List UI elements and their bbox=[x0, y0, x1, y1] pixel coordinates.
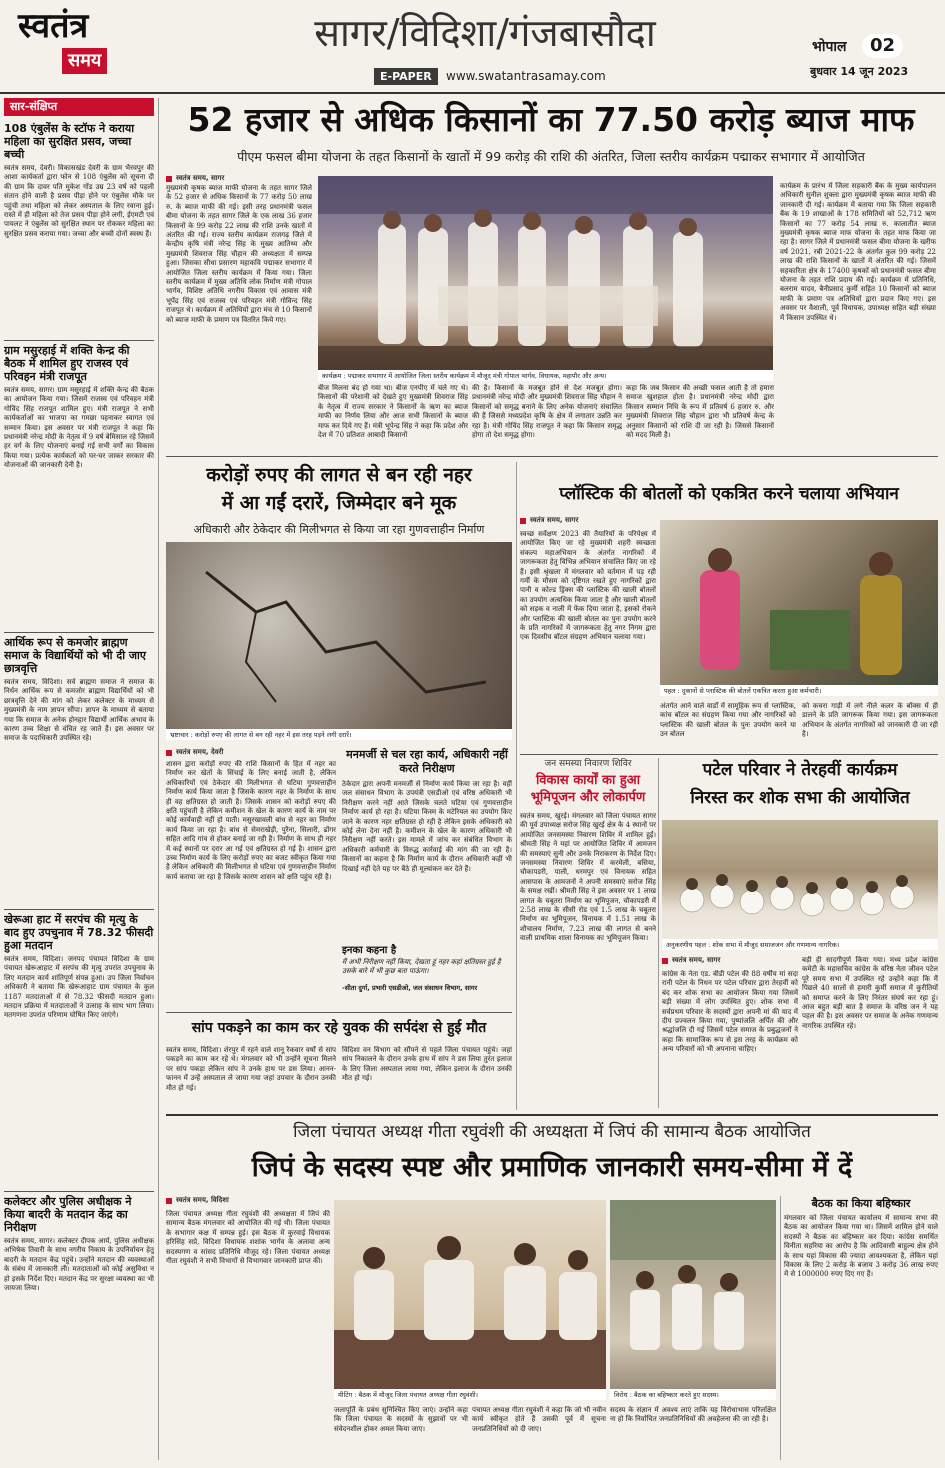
canal-quote-name: -सीता दुर्गा, प्रभारी एसडीओ, जल संसाधन विभाग, सागर bbox=[342, 984, 478, 992]
zp-photo-boycott-caption: विरोध : बैठक का बहिष्कार करते हुए सदस्य। bbox=[610, 1389, 776, 1400]
plastic-photo bbox=[660, 520, 938, 696]
logo-line2: समय bbox=[62, 48, 107, 74]
sidebar-headline: 108 एंबुलेंस के स्टॉफ ने कराया महिला का सुरक्षित प्रसव, जच्चा बच्ची bbox=[4, 122, 135, 161]
canal-subhead: अधिकारी और ठेकेदार की मिलीभगत से किया जा रहा गुणवत्ताहीन निर्माण bbox=[193, 523, 485, 536]
lead-col4: कहा कि जब किसान की अच्छी फसल आती है तो हमारा समाज खुशहाल होता है। प्रधानमंत्री नरेन्द्र मोदी द्वारा किसान सम्मान निधि के रूप में प्रतिवर्ष 6 हजार रु. और मुख्यमंत्री शिवराज सिंह चौहान द्वारा भी प्रतिवर्ष केन्द्र के अनुसार किसानों को राशि दी जा रही है। जिससे किसानों को मदद मिली है। bbox=[626, 384, 774, 440]
canal-col1: शासन द्वारा करोड़ों रुपए की राशि किसानों के हित में नहर का निर्माण कर खेतों के सिंचाई के लिए बनाई जाती है, लेकिन अधिकारियों एवं ठेकेदार की मिलीभगत से घटिया गुणवत्ताहीन निर्माण कार्य किया जाता है जिसके कारण नहर के निर्माण के साथ ही वह क्षतिग्रस्त हो जाती है। जिसके शासन को करोड़ों रुपए की क्षति पहुंचती है लेकिन कमीशन के खेल के कारण कार्य के नाम पर कोई कार्यवाही नहीं हो पाती। मसुरखावली बांध से नहर का निर्माण कार्य किया जा रहा है। बांध से सेमराखेड़ी, पुरैना, सिलारी, ढोंगर सहित आदि गांव से होकर बनाई जा रही है। निर्माण के साथ ही नहर में कई स्थानों पर दरार आ गई एवं क्षतिग्रस्त हो गई है। शासन द्वारा उच्च निर्माण कार्य के लिए करोड़ों रुपए का बजट स्वीकृत किया गया है लेकिन अधिकारी की मिलीभगत से घटिया एवं गुणवत्ताहीन निर्माण कार्य कराया जा रहा है जिसके कारण शासन को क्षति पहुंच रही है। bbox=[166, 760, 336, 881]
patel-col1: कांग्रेस के नेता एड. बीडी पटेल की 88 वर्षीय मां सदा रानी पटेल के निधन पर पटेल परिवार द्वारा तेरहवीं को बंद कर शोक सभा का आयोजन किया गया जिसमें बड़ी संख्या में लोग उपस्थित हुए। शोक सभा में सर्वप्रथम परिवार के सदस्यों द्वारा अपनी मां की याद में दीप प्रज्वलन किया गया, पुष्पांजलि अर्पित की और श्रद्धांजलि दी गई जिसमें पटेल समाज के प्रबुद्धजनों ने कहा कि सामाजिक रूप से इस तरह के कार्यक्रम को अन्य परिवारों को भी अपनाना चाहिए। bbox=[662, 970, 798, 1054]
section-divider bbox=[520, 754, 938, 755]
canal-quote-body: मैं अभी निरीक्षण नहीं किया, देखता हूं नहर कहां क्षतिग्रस्त हुई है उसके बारे में भी कुछ बता पाऊंगा। bbox=[342, 958, 501, 976]
patel-photo bbox=[662, 820, 938, 950]
snake-col1: स्वतंत्र समय, विदिशा। शेरपुर में रहने वाले शानू रैकवार वर्षों से सांप पकड़ने का काम कर रहे थे। मंगलवार को भी उन्होंने सूचना मिलने पर सांप पकड़ा लेकिन सांप ने उनके हाथ पर डस लिया। आनन-फानन में उन्हें अस्पताल ले जाया गया जहां उपचार के दौरान उनकी मौत हो गई। bbox=[166, 1046, 336, 1092]
lead-col3: की है। किसानों के मजबूत होने से देश मजबूत होगा। प्रधानमंत्री नरेन्द्र मोदी और मुख्यमंत्री शिवराज सिंह चौहान ने किसानों को समृद्ध बनाने के लिए अनेक योजनाएं संचालित की हैं जिससे मध्यप्रदेश कृषि के क्षेत्र में लगातार उन्नति कर रहा है। मंत्री गोविंद सिंह राजपूत ने कहा कि किसान समृद्ध होगा तो देश समृद्ध होगा। bbox=[472, 384, 622, 440]
sidebar-body: स्वतंत्र समय, सागर। कलेक्टर दीपक आर्य, पुलिस अधीक्षक अभिषेक तिवारी के साथ नगरीय निकाय के उपनिर्वाचन हेतु बादरी के मतदान केंद्र पहुंचे। उन्होंने मतदान की व्यवस्थाओं के संबंध में जानकारी ली। मतदाताओं को कोई असुविधा न हो इसके निर्देश दिए। मतदान केंद्र पर सुरक्षा व्यवस्था का भी जायजा लिया। bbox=[4, 1237, 154, 1293]
sidebar-divider bbox=[4, 1191, 154, 1192]
zp-side-body: मंगलवार को जिला पंचायत कार्यालय में सामान्य सभा की बैठक का आयोजन किया गया था। जिसमें शामिल होने वाले सदस्यों ने बैठक का बहिष्कार कर दिया। कांग्रेस समर्थित विनीता सहरिया का आरोप है कि आदिवासी बाहुल्य क्षेत्र होने के साथ यहां विकास की ज्यादा आवश्यकता है, लेकिन यहां विकास के लिए 2 करोड़ के बजाय 3 करोड़ 36 लाख रुपए में से 1000000 रुपए दिए गए हैं। bbox=[784, 1214, 938, 1279]
plastic-photo-figures bbox=[660, 520, 938, 696]
plastic-headline: प्लॉस्टिक की बोतलों को एकत्रित करने चलाया अभियान bbox=[559, 484, 899, 504]
city-label: भोपाल bbox=[812, 39, 847, 55]
vikas-headline: विकास कार्यों का हुआ भूमिपूजन और लोकार्पण bbox=[530, 773, 646, 805]
sidebar-story bbox=[4, 1195, 154, 1437]
sidebar-divider bbox=[4, 909, 154, 910]
zp-col3: पंचायत अध्यक्ष गीता रघुवंशी ने कहा कि जो भी नवीन कार्य स्वीकृत होते हैं उसकी पूर्व में सूचना जनप्रतिनिधियों को दी जाए। bbox=[472, 1406, 606, 1433]
sidebar-body: स्वतंत्र समय, सागर। ग्राम मसुरहाई में शक्ति केन्द्र की बैठक का आयोजन किया गया। जिसमें राजस्व एवं परिवहन मंत्री गोविंद सिंह राजपूत शामिल हुए। मंत्री राजपूत ने सभी कार्यकर्ताओं का भाजपा का गमछा पहनाकर स्वागत एवं सम्मान किया। इस अवसर पर मंत्री राजपूत ने कहा कि प्रधानमंत्री नरेन्द्र मोदी के नेतृत्व में 9 वर्ष बेमिसाल रहे जिसमें हर वर्ग के लिए योजनाएं बनाई गई सभी वर्गों का विकास किया गया। प्रत्येक कार्यकर्ता को घर-घर जाकर सरकार की योजनाओं की जानकारी देनी है। bbox=[4, 386, 154, 470]
epaper-label: E-PAPER bbox=[374, 68, 438, 85]
canal-quote-head: इनका कहना है bbox=[342, 945, 397, 956]
logo-line1: स्वतंत्र bbox=[18, 6, 89, 46]
zp-boycott-figures bbox=[610, 1200, 776, 1400]
sidebar-column-rule bbox=[158, 98, 159, 1460]
zp-side-head: बैठक का किया बहिष्कार bbox=[811, 1197, 911, 1210]
zp-photo-boycott bbox=[610, 1200, 776, 1400]
zp-col1: जिला पंचायत अध्यक्ष गीता रघुवंशी की अध्यक्षता में जिपं की सामान्य बैठक मंगलवार को आयोजित की गई थी। जिला पंचायत के सभागार कक्ष में सम्पन्न हुई। इस बैठक में कुरवाई विधायक हरिसिंह सप्रे, विदिशा विधायक शशांक भार्गव के अलावा अन्य सदस्यगण व सांसद प्रतिनिधि मौजूद रहे। जिला पंचायत अध्यक्ष गीता रघुवंशी ने सभी विभागों से विभागवार जानकारी प्राप्त की। bbox=[166, 1210, 330, 1266]
canal-headline-line2: में आ गईं दरारें, जिम्मेदार बने मूक bbox=[221, 492, 457, 514]
patel-byline: स्वतंत्र समय, सागर bbox=[662, 956, 720, 965]
column-rule bbox=[780, 1196, 781, 1460]
sidebar-story bbox=[4, 344, 154, 626]
zp-col4: सदस्य के संज्ञान में अवश्य लाएं ताकि यह विरोधाभास परिलक्षित ना हो कि निर्वाचित जनप्रतिनिधियों की अवहेलना की जा रही है। bbox=[610, 1406, 776, 1424]
edition-title: सागर/विदिशा/गंजबासौदा bbox=[314, 11, 656, 55]
zp-kicker: जिला पंचायत अध्यक्ष गीता रघुवंशी की अध्यक्षता में जिपं की सामान्य बैठक आयोजित bbox=[293, 1122, 811, 1142]
sidebar-body: स्वतंत्र समय, विदिशा। सर्व ब्राह्मण समाज ने समाज के निर्धन आर्थिक रूप से कमजोर ब्राह्मण विद्यार्थियों को भी छात्रवृत्ति देने की मांग को लेकर कलेक्टर के माध्यम से मुख्यमंत्री के नाम ज्ञापन सौंपा। ज्ञापन के माध्यम से बताया गया कि समाज के अनेक होनहार विद्यार्थी आर्थिक अभाव के कारण उच्च शिक्षा से वंचित रह जाते हैं। इस अवसर पर समाज के पदाधिकारी उपस्थित रहे। bbox=[4, 678, 154, 743]
lead-byline: स्वतंत्र समय, सागर bbox=[166, 174, 224, 183]
canal-photo-crack bbox=[166, 542, 512, 740]
sidebar-headline: कलेक्टर और पुलिस अधीक्षक ने किया बादरी के मतदान केंद्र का निरीक्षण bbox=[4, 1195, 132, 1234]
sidebar-story bbox=[4, 913, 154, 1185]
patel-col2: बड़ी ही सादगीपूर्ण किया गया। मध्य प्रदेश कांग्रेस कमेटी के महासचिव कांग्रेस के वरिष्ठ नेता जीवन पटेल पूरे समय सभा में उपस्थित रहे उन्होंने कहा कि मैं पिछले 40 सालों से हमारी कुर्मी समाज में कुरीतियों को समाप्त करने के लिए निरंतर संघर्ष कर रहा हूं। आज बहुत बड़ी बात है समाज के वरिष्ठ जन ने यह पहल की है। इस अवसर पर समाज के अनेक गणमान्य नागरिक उपस्थित रहे। bbox=[802, 956, 938, 1030]
lead-subhead: पीएम फसल बीमा योजना के तहत किसानों के खातों में 99 करोड़ की राशि की अंतरित, जिला स्तरीय कार्यक्रम पद्माकर सभागार में आयोजित bbox=[237, 149, 865, 164]
sidebar-header: सार-संक्षिप्त bbox=[4, 98, 154, 116]
zp-headline: जिपं के सदस्य स्पष्ट और प्रमाणिक जानकारी समय-सीमा में दें bbox=[251, 1152, 853, 1183]
sidebar-body: स्वतंत्र समय, विदिशा। जनपद पंचायत विदिशा के ग्राम पंचायत खेरूआहाट में सरपंच की मृत्यु उपरांत उपचुनाव के लिए मतदान कार्य शांतिपूर्ण संपन्न हुआ। उप जिला निर्वाचन अधिकारी ने बताया कि खेरूआहाट ग्राम पंचायत के कुल 1187 मतदाताओं में से 78.32 फीसदी मतदान हुआ। मतदान प्रक्रिया में मतदाताओं ने उत्साह के साथ भाग लिया। मतगणना उपरांत परिणाम घोषित किए जाएंगे। bbox=[4, 955, 154, 1020]
column-rule bbox=[658, 758, 659, 1108]
canal-photo-caption: भ्रष्टाचार : करोड़ों रुपए की लागत से बन रही नहर में इस तरह पड़ने लगी दरारें। bbox=[166, 729, 512, 740]
plastic-col1: स्वच्छ सर्वेक्षण 2023 की तैयारियों के परिपेक्ष्य में आयोजित किए जा रहे मुख्यमंत्री शहरी स्वच्छता संकल्प महाअभियान के अंतर्गत नागरिकों में जागरूकता हेतु विभिन्न अभियान संचालित किए जा रहे हैं। इसी श्रृंखला में मंगलवार को वर्तमान में पड़ रही गर्मी के मौसम को दृष्टिगत रखते हुए नागरिकों द्वारा पानी व कोल्ड ड्रिंक्स की प्लास्टिक की खाली बोतलों का उपयोग अत्यधिक किया जाता है और खाली बोतलों को सड़क व नाली में फेंक दिया जाता है, इसको रोकने और प्लास्टिक की खाली बोतल का पुनः उपयोग करने के प्रति नागरिकों में जागरूकता हेतु नगर निगम द्वारा एक दिवसीय बॉटल संग्रहण अभियान चलाया गया। bbox=[520, 530, 656, 642]
lead-photo bbox=[318, 176, 773, 381]
canal-col2: ठेकेदार द्वारा अपनी मनमर्जी से निर्माण कार्य किया जा रहा है। वहीं जल संसाधन विभाग के उपयंत्री एसडीओ एवं वरिष्ठ अधिकारी भी निरीक्षण करने नहीं आते जिसके चलते घटिया एवं गुणवत्ताहीन निर्माण कार्य हो रहा है। घटिया किस्म के मटेरियल का उपयोग किए जाने के कारण नहर क्षतिग्रस्त हो रही है लेकिन इसके अधिकारी को कोई लेना देना नहीं है। कमीशन के खेल के कारण अधिकारी भी निरीक्षण नहीं करते। इस मामले में जांच कर संबंधित विभाग के अधिकारी कर्मचारी के विरुद्ध कार्रवाई की मांग की जा रही है। किसानों का कहना है कि निर्माण कार्य के दौरान अधिकारी कहीं भी दिखाई नहीं देते यह पर बैठे ही मूल्यांकन कर देते हैं। bbox=[342, 780, 512, 873]
zp-byline: स्वतंत्र समय, विदिशा bbox=[166, 1196, 229, 1205]
section-divider bbox=[166, 1012, 512, 1013]
website-link[interactable]: www.swatantrasamay.com bbox=[446, 69, 606, 83]
masthead bbox=[0, 0, 945, 92]
lead-headline: 52 हजार से अधिक किसानों का 77.50 करोड़ ब्याज माफ bbox=[187, 100, 915, 139]
masthead-divider bbox=[0, 92, 945, 94]
section-divider bbox=[166, 1114, 938, 1116]
patel-headline-line1: पटेल परिवार ने तेरहवीं कार्यक्रम bbox=[702, 760, 898, 780]
snake-headline: सांप पकड़ने का काम कर रहे युवक की सर्पदंश से हुई मौत bbox=[191, 1020, 487, 1036]
patel-headline-line2: निरस्त कर शोक सभा की आयोजित bbox=[690, 788, 910, 808]
patel-photo-caption: अनुकरणीय पहल : शोक सभा में मौजूद समाजजन और गणमान्य नागरिक। bbox=[662, 939, 938, 950]
canal-headline-line1: करोड़ों रुपए की लागत से बन रही नहर bbox=[206, 464, 472, 486]
snake-col2: विदिशा वन विभाग को सौंपने से पहले जिला पंचायत पहुंचे। जहां सांप निकालने के दौरान उनके हाथ में सांप ने डस लिया तुरंत इलाज के लिए जिला अस्पताल लाया गया, लेकिन इलाज के दौरान उनकी मौत हो गई। bbox=[342, 1046, 512, 1083]
canal-byline: स्वतंत्र समय, देवरी bbox=[166, 748, 223, 757]
column-rule bbox=[516, 462, 517, 1110]
lead-col1: मुख्यमंत्री कृषक ब्याज माफी योजना के तहत सागर जिले के 52 हजार से अधिक किसानों के 77 करोड़ 50 लाख रु. के ब्याज माफी की गई। इसी तरह प्रधानमंत्री फसल बीमा योजना के तहत सागर जिले के एक लाख 36 हजार किसानों के 99 करोड़ 22 लाख की राशि उनके खातों में अंतरित की गई। राज्य स्तरीय कार्यक्रम राजगढ़ जिले में केन्द्रीय कृषि मंत्री नरेन्द्र सिंह के मुख्य आतिथ्य और मुख्यमंत्री शिवराज सिंह चौहान की अध्यक्षता में सम्पन्न हुआ। जिसका सीधा प्रसारण महाकवि पद्माकर सभागार में आयोजित जिला स्तरीय कार्यक्रम में किया गया। जिला स्तरीय कार्यक्रम में मुख्य अतिथि लोक निर्माण मंत्री गोपाल भार्गव, विशिष्ट अतिथि नगरीय विकास एवं आवास मंत्री भूपेंद्र सिंह एवं राजस्व एवं परिवहन मंत्री गोविन्द सिंह राजपूत थे। कार्यक्रम में अतिथियों द्वारा मंच से 10 किसानों को ब्याज माफी के प्रमाण पत्र वितरित किये गए। bbox=[166, 184, 312, 324]
sidebar-story bbox=[4, 636, 154, 903]
plastic-col2: अंतर्गत आने वाले वार्डों में सामूहिक रूप से प्लास्टिक, कांच बॉटल का संग्रहण किया गया और नागरिकों को प्लास्टिक की खाली बोतल के पुनः उपयोग करने या उन बोतल bbox=[660, 702, 796, 739]
vikas-kicker: जन समस्या निवारण शिविर bbox=[544, 759, 632, 769]
vikas-body: स्वतंत्र समय, खुरई। मंगलवार को जिला पंचायत सागर की पूर्व उपाध्यक्ष सरोज सिंह खुरई क्षेत्र के 4 स्थानों पर आयोजित जनसमस्या निवारण शिविर में शामिल हुईं। श्रीमती सिंह ने यहां पर आयोजित शिविर में आमजन की समस्याएं सुनी और उनके निराकरण के निर्देश दिए। जनसमस्या निवारण शिविर में करमेली, बसिया, चौकापडरी, पाली, धरमपुर एवं विनायक सहित आसपास के आमजनों ने अपनी समस्याएं सरोज सिंह के समक्ष रखीं। श्रीमती सिंह ने इस अवसर पर 1 लाख लागत के चबूतरा निर्माण का भूमिपूजन, चौकापडरी में 2.58 लाख के सीसी रोड एवं 1.5 लाख के चबूतरा निर्माण का भूमिपूजन, विनायक में 1.51 लाख के शौचालय निर्माण, 7.23 लाख की लागत से बनने वाली प्राथमिक शाला विनायक का भूमिपूजन किया। bbox=[520, 812, 656, 943]
zp-meeting-figures bbox=[334, 1200, 606, 1400]
zp-col2: जलापूर्ति के प्रबंध सुनिश्चित किए जाएं। उन्होंने कहा कि जिला पंचायत के सदस्यों के सुझावों पर भी संवेदनशील होकर अमल किया जाए। bbox=[334, 1406, 468, 1433]
plastic-photo-caption: पहल : दुकानों से प्लास्टिक की बोतलें एकत्रित करता हुआ कर्मचारी। bbox=[660, 685, 938, 696]
sidebar-story bbox=[4, 122, 154, 334]
plastic-byline: स्वतंत्र समय, सागर bbox=[520, 516, 578, 525]
sidebar-divider bbox=[4, 632, 154, 633]
sidebar-headline: खेरूआ हाट में सरपंच की मृत्यु के बाद हुए उपचुनाव में 78.32 फीसदी हुआ मतदान bbox=[4, 913, 154, 952]
lead-photo-figures bbox=[318, 176, 773, 381]
section-divider bbox=[166, 456, 938, 457]
lead-col2: बीज मिलना बंद हो गया था। बीज एनपीए में चले गए थे। किसानों की परेशानी को देखते हुए मुख्यमंत्री शिवराज सिंह के नेतृत्व में राज्य सरकार ने किसानों के ऋण का ब्याज माफी का निर्णय लिया और आज सभी किसानों के ब्याज माफ कर दिये गए हैं। मंत्री भूपेन्द्र सिंह ने कहा कि प्रदेश और देश में 70 प्रतिशत आबादी किसानों bbox=[318, 384, 468, 440]
sidebar-body: स्वतंत्र समय, देवरी। विकासखंड देवरी के ग्राम भैरवपुर की आशा कार्यकर्ता द्वारा फोन से 108 एंबुलेंस को सूचना दी की ग्राम कि दावर पति मुकेश गोंड उम्र 23 वर्ष को पहली संतान होने वाली है प्रसव पीड़ा होने पर एंबुलेंस मौके पर पहुंची तथा महिला को लेकर अस्पताल के लिए रवाना हुई। रास्ते में ही महिला को तेज प्रसव पीड़ा होने लगी, ईएमटी एवं पायलट ने एंबुलेंस को सुरक्षित स्थान पर रोककर महिला का सुरक्षित प्रसव कराया गया। जच्चा और बच्ची दोनों स्वस्थ हैं। bbox=[4, 164, 154, 238]
sidebar-divider bbox=[4, 340, 154, 341]
lead-col5: कार्यक्रम के प्रारंभ में जिला सहकारी बैंक के मुख्य कार्यपालन अधिकारी सुनील शुक्ला द्वारा मुख्यमंत्री कृषक ब्याज माफी की जानकारी दी गई। कार्यक्रम में बताया गया कि जिला सहकारी बैंक के 19 शाखाओं के 178 समितियों को 52,712 ऋण किसानों का 77 करोड़ 54 लाख रु. कालातीत ब्याज मुख्यमंत्री कृषक ब्याज माफ योजना के तहत माफ किया जा रहा है। सागर जिले में प्रधानमंत्री फसल बीमा योजना के खरीफ वर्ष 2021, रबी 2021-22 के अंतर्गत कुल 99 करोड़ 22 लाख की राशि किसानों के खातों में अंतरित की गई। जिसमें सहकारिता क्षेत्र के 17400 कृषकों को प्रधानमंत्री फसल बीमा योजना के तहत राशि प्रदाय की गई। कार्यक्रम में प्रतिनिधि, बलराम यादव, बैनीप्रसाद कुर्मी सहित 10 किसानों को ब्याज माफी के प्रमाण पत्र अतिथियों द्वारा प्रदान किए गए। इस अवसर पर वैशाली, पूर्व विधायक, उपाध्यक्ष सहित बड़ी संख्या में किसान उपस्थित थे। bbox=[780, 182, 936, 322]
logo bbox=[18, 6, 128, 80]
lead-photo-caption: कार्यक्रम : पद्माकर सभागार में आयोजित जिला स्तरीय कार्यक्रम में मौजूद मंत्री गोपाल भार्गव, विधायक, महापौर और अन्य। bbox=[318, 370, 773, 381]
sidebar-headline: ग्राम मसुरहाई में शक्ति केन्द्र की बैठक में शामिल हुए राजस्व एवं परिवहन मंत्री राजपूत bbox=[4, 344, 130, 383]
sidebar-headline: आर्थिक रूप से कमजोर ब्राह्मण समाज के विद्यार्थियों को भी दी जाए छात्रवृत्ति bbox=[4, 636, 146, 675]
sidebar bbox=[4, 98, 154, 1460]
page-number: 02 bbox=[862, 34, 903, 58]
canal-mid-head: मनमर्जी से चल रहा कार्य, अधिकारी नहीं करते निरीक्षण bbox=[346, 748, 508, 775]
issue-date: बुधवार 14 जून 2023 bbox=[810, 65, 909, 78]
patel-photo-crowd bbox=[662, 820, 938, 950]
zp-photo-meeting-caption: मीटिंग : बैठक में मौजूद जिला पंचायत अध्यक्ष गीता रघुवंशी। bbox=[334, 1389, 606, 1400]
plastic-col3: को कचरा गाड़ी में लगे नीले कलर के बॉक्स में ही डालने के प्रति जागरूक किया गया। इस जागरूकता अभियान के अंतर्गत नागरिकों को जानकारी दी जा रही है। bbox=[802, 702, 938, 739]
zp-photo-meeting bbox=[334, 1200, 606, 1400]
canal-photo bbox=[166, 542, 512, 740]
